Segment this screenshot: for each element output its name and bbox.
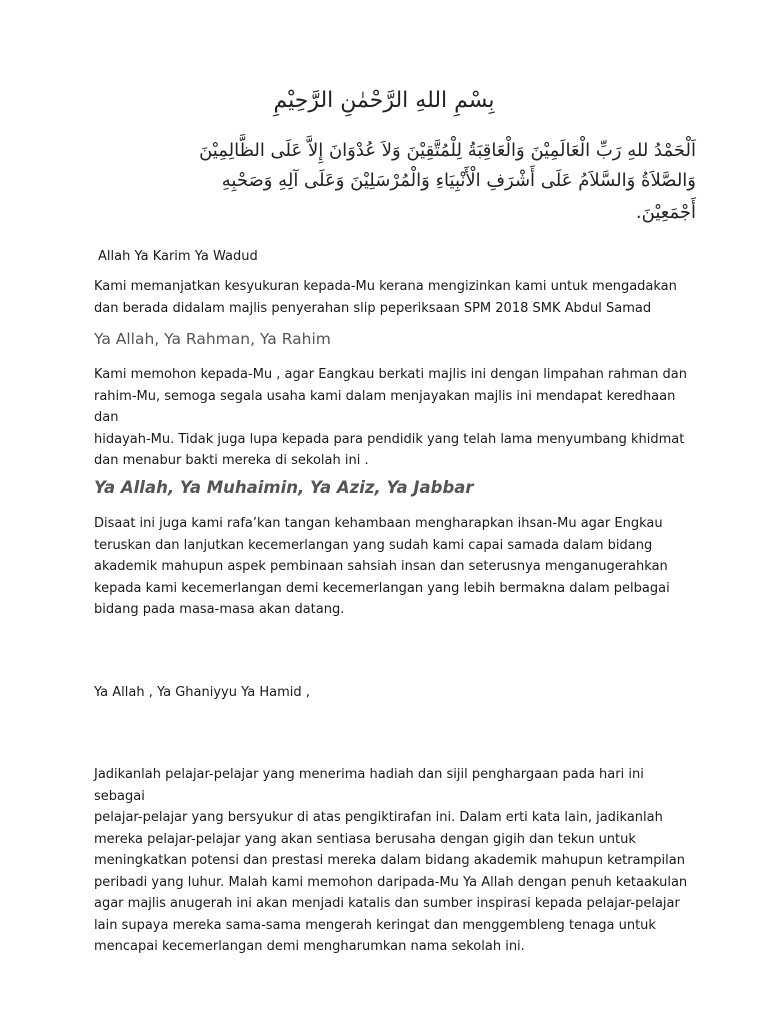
paragraph-4-line: mereka pelajar-pelajar yang akan sentiasa berusaha dengan gigih dan tekun untuk xyxy=(94,831,636,847)
paragraph-3-line: akademik mahupun aspek pembinaan sahsiah insan dan seterusnya menganugerahkan xyxy=(94,559,668,574)
paragraph-4-line: Jadikanlah pelajar-pelajar yang menerima hadiah dan sijil penghargaan pada hari ini sebagai xyxy=(94,767,644,804)
paragraph-2-line: dan menabur bakti mereka di sekolah ini . xyxy=(94,453,369,468)
arabic-praise-line-2: وَالصَّلاَةُ وَالسَّلاَمُ عَلَى أَشْرَفِ الْأَنْبِيَاءِ وَالْمُرْسَلِيْنَ وَعَلَى آلِهِ وَصَحْبِهِ xyxy=(221,170,696,191)
paragraph-3 xyxy=(94,513,694,621)
paragraph-4-line: agar majlis anugerah ini akan menjadi katalis dan sumber inspirasi kepada pelajar-pelajar xyxy=(94,896,680,911)
invocation-ghaniyyu-hamid: Ya Allah , Ya Ghaniyyu Ya Hamid , xyxy=(94,685,310,700)
paragraph-3-line: kepada kami kecemerlangan demi kecemerlangan yang lebih bermakna dalam pelbagai xyxy=(94,580,670,596)
bismillah-heading: بِسْمِ اللهِ الرَّحْمٰنِ الرَّحِيْمِ xyxy=(273,88,495,113)
paragraph-4-line: meningkatkan potensi dan prestasi mereka dalam bidang akademik mahupun ketrampilan xyxy=(94,853,685,868)
arabic-praise-line-1: اَلْحَمْدُ للهِ رَبِّ الْعَالَمِيْنَ وَالْعَاقِبَةُ لِلْمُتَّقِيْنَ وَلاَ عُدْوَانَ إِلاَّ عَلَى الظَّالِمِيْنَ xyxy=(199,140,696,161)
paragraph-4-line: peribadi yang luhur. Malah kami memohon daripada-Mu Ya Allah dengan penuh ketaakulan xyxy=(94,874,688,890)
paragraph-3-line: bidang pada masa-masa akan datang. xyxy=(94,602,345,617)
paragraph-4-line: lain supaya mereka sama-sama mengerah keringat dan menggembleng tenaga untuk xyxy=(94,917,656,933)
arabic-praise-line-3: أَجْمَعِيْنَ. xyxy=(635,202,696,223)
paragraph-4-line: pelajar-pelajar yang bersyukur di atas pengiktirafan ini. Dalam erti kata lain, jadikanlah xyxy=(94,810,663,825)
paragraph-1 xyxy=(94,276,694,319)
paragraph-2-line: rahim-Mu, semoga segala usaha kami dalam menjayakan majlis ini mendapat keredhaan dan xyxy=(94,388,676,425)
heading-rahman-rahim: Ya Allah, Ya Rahman, Ya Rahim xyxy=(94,330,331,348)
paragraph-2 xyxy=(94,364,694,472)
paragraph-2-line: hidayah-Mu. Tidak juga lupa kepada para pendidik yang telah lama menyumbang khidmat xyxy=(94,431,685,447)
paragraph-1-line: dan berada didalam majlis penyerahan slip peperiksaan SPM 2018 SMK Abdul Samad xyxy=(94,300,652,316)
paragraph-1-line: Kami memanjatkan kesyukuran kepada-Mu kerana mengizinkan kami untuk mengadakan xyxy=(94,279,677,294)
paragraph-4-line: mencapai kecemerlangan demi mengharumkan nama sekolah ini. xyxy=(94,939,525,954)
paragraph-2-line: Kami memohon kepada-Mu , agar Eangkau berkati majlis ini dengan limpahan rahman dan xyxy=(94,367,687,382)
paragraph-3-line: teruskan dan lanjutkan kecemerlangan yang sudah kami capai samada dalam bidang xyxy=(94,537,653,553)
paragraph-3-line: Disaat ini juga kami rafa’kan tangan kehambaan mengharapkan ihsan-Mu agar Engkau xyxy=(94,516,663,531)
opening-invocation: Allah Ya Karim Ya Wadud xyxy=(98,249,258,264)
paragraph-4 xyxy=(94,764,694,958)
heading-muhaimin-aziz-jabbar: Ya Allah, Ya Muhaimin, Ya Aziz, Ya Jabbar xyxy=(94,478,474,497)
